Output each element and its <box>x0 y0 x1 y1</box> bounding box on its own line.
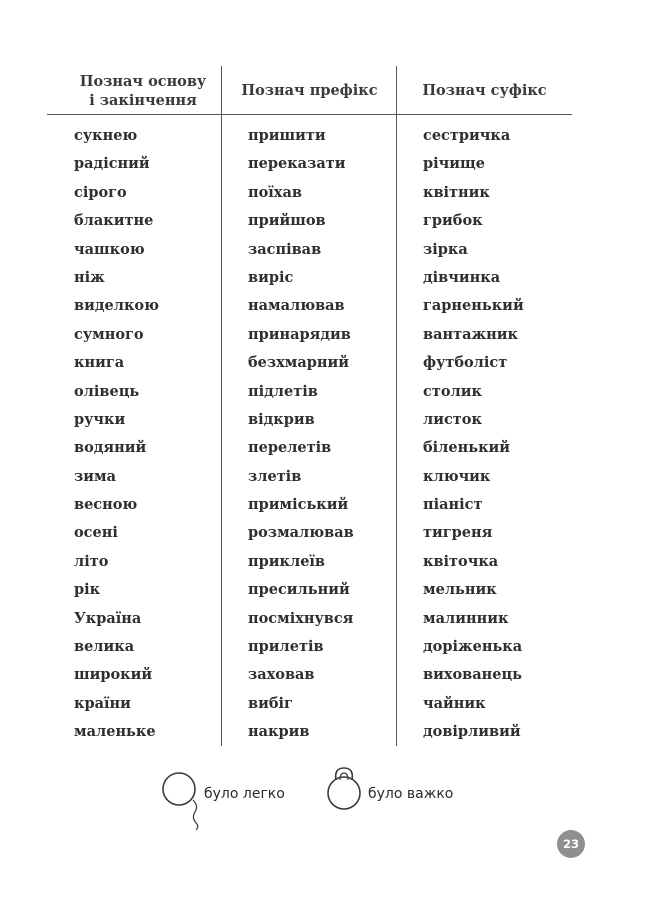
word-item: столик <box>423 382 482 400</box>
word-item: заспівав <box>248 240 322 258</box>
word-item: квіточка <box>423 552 499 570</box>
word-item: безхмарний <box>248 354 350 372</box>
word-item: зима <box>74 467 116 485</box>
word-item: малинник <box>423 609 509 627</box>
header-stem-ending: Познач основу і закінчення <box>79 73 207 109</box>
word-item: чайник <box>423 694 486 712</box>
word-item: листок <box>423 410 482 428</box>
word-item: піаніст <box>423 496 483 514</box>
kettlebell-icon <box>324 762 364 814</box>
word-column-stem-ending <box>74 122 159 747</box>
word-item: поїхав <box>248 183 302 201</box>
word-item: пришити <box>248 127 326 144</box>
word-item: приміський <box>248 496 349 514</box>
word-item: сірого <box>74 183 127 201</box>
column-divider-1 <box>221 66 222 746</box>
word-item: доріженька <box>423 638 523 656</box>
table-header <box>47 68 572 114</box>
page-number-badge: 23 <box>557 830 585 858</box>
word-item: рік <box>74 581 101 599</box>
word-item: дівчинка <box>423 268 501 286</box>
word-item: весною <box>74 496 138 514</box>
word-item: намалював <box>248 297 345 315</box>
word-item: річище <box>423 155 485 173</box>
word-item: тигреня <box>423 524 493 542</box>
word-item: заховав <box>248 666 315 684</box>
word-item: прийшов <box>248 212 326 230</box>
word-item: вибіг <box>248 694 293 712</box>
word-item: біленький <box>423 439 511 457</box>
word-item: осені <box>74 524 118 542</box>
word-item: переказати <box>248 155 346 173</box>
word-item: відкрив <box>248 410 315 428</box>
word-item: маленьке <box>74 723 156 741</box>
word-item: ніж <box>74 268 105 286</box>
word-item: ключик <box>423 467 491 485</box>
word-item: довірливий <box>423 723 521 741</box>
header-suffix: Познач суфікс <box>422 82 547 99</box>
word-item: розмалював <box>248 524 354 542</box>
word-item: Україна <box>74 609 142 627</box>
word-item: злетів <box>248 467 302 485</box>
word-item: пресильний <box>248 581 350 599</box>
column-divider-2 <box>396 66 397 746</box>
word-item: виделкою <box>74 297 159 315</box>
legend-easy-label: було легко <box>204 786 285 802</box>
word-item: гарненький <box>423 297 524 315</box>
balloon-icon <box>160 770 200 830</box>
word-item: накрив <box>248 723 310 741</box>
word-item: принарядив <box>248 325 351 343</box>
word-item: блакитне <box>74 212 154 230</box>
word-item: широкий <box>74 666 153 684</box>
word-item: футболіст <box>423 354 508 372</box>
word-item: сукнею <box>74 127 138 144</box>
header-divider <box>47 114 572 115</box>
word-item: мельник <box>423 581 497 599</box>
word-column-prefix <box>248 122 354 747</box>
word-item: виріс <box>248 268 294 286</box>
word-item: радісний <box>74 155 150 173</box>
legend-hard-label: було важко <box>368 786 454 802</box>
word-item: велика <box>74 638 135 656</box>
word-item: сестричка <box>423 127 511 144</box>
word-item: ручки <box>74 410 126 428</box>
word-item: країни <box>74 694 131 712</box>
word-item: квітник <box>423 183 490 201</box>
word-item: вантажник <box>423 325 518 343</box>
word-item: олівець <box>74 382 140 400</box>
word-item: грибок <box>423 212 483 230</box>
header-prefix: Познач префікс <box>241 82 378 99</box>
word-item: водяний <box>74 439 147 457</box>
word-item: книга <box>74 354 125 372</box>
word-item: літо <box>74 552 109 570</box>
word-item: вихованець <box>423 666 523 684</box>
word-item: підлетів <box>248 382 318 400</box>
word-column-suffix <box>423 122 524 747</box>
word-item: прилетів <box>248 638 324 656</box>
word-item: чашкою <box>74 240 145 258</box>
word-item: сумного <box>74 325 144 343</box>
word-item: перелетів <box>248 439 332 457</box>
word-item: приклеїв <box>248 552 326 570</box>
word-item: зірка <box>423 240 468 258</box>
word-item: посміхнувся <box>248 609 354 627</box>
